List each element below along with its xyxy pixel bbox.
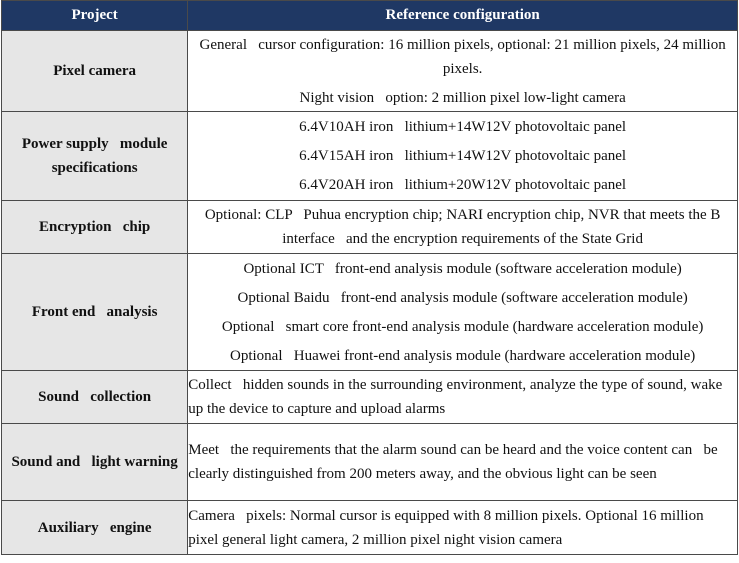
table-row [2,254,738,371]
config-line: Night vision option: 2 million pixel low-light camera [299,89,626,106]
table-row [2,112,738,201]
row-config-sound-light-warning [188,424,738,501]
table-row [2,31,738,112]
header-config: Reference configuration [188,1,738,31]
row-project-sound-light-warning: Sound and light warning [2,424,188,501]
row-project-front-end-analysis: Front end analysis [2,254,188,371]
header-row [2,1,738,31]
table-header [2,1,738,31]
config-line: Optional ICT front-end analysis module (software acceleration module) [243,260,682,277]
table-body [2,31,738,555]
table-row [2,501,738,555]
row-project-encryption-chip: Encryption chip [2,201,188,254]
table-row [2,371,738,424]
config-line: Optional Baidu front-end analysis module (software acceleration module) [237,289,688,306]
row-project-auxiliary-engine: Auxiliary engine [2,501,188,555]
row-config-encryption-chip [188,201,738,254]
row-config-sound-collection [188,371,738,424]
header-project: Project [2,1,188,31]
table-row [2,201,738,254]
row-config-auxiliary-engine [188,501,738,555]
row-config-pixel-camera [188,31,738,112]
row-project-sound-collection: Sound collection [2,371,188,424]
config-line: Optional Huawei front-end analysis module (hardware acceleration module) [230,347,696,364]
row-config-power-supply [188,112,738,201]
row-project-power-supply: Power supply module specifications [2,112,188,201]
config-line: 6.4V15AH iron lithium+14W12V photovoltaic panel [299,148,627,164]
config-line: 6.4V10AH iron lithium+14W12V photovoltaic panel [299,119,627,135]
config-line: Meet the requirements that the alarm sound can be heard and the voice content can be clearly distinguished from 200 meters away, and the obvious light can be seen [188,442,722,482]
config-line: General cursor configuration: 16 million pixels, optional: 21 million pixels, 24 million pixels. [199,36,737,77]
row-config-front-end-analysis [188,254,738,371]
row-project-pixel-camera: Pixel camera [2,31,188,112]
spec-table [1,0,738,555]
config-line: Collect hidden sounds in the surrounding environment, analyze the type of sound, wake up the device to capture and upload alarms [188,377,734,417]
config-line: Optional: CLP Puhua encryption chip; NARI encryption chip, NVR that meets the B interface and the encryption requirements of the State Grid [204,207,725,247]
table-row [2,424,738,501]
config-line: Camera pixels: Normal cursor is equipped with 8 million pixels. Optional 16 million pixel general light camera, 2 million pixel night vision camera [188,507,715,548]
config-line: 6.4V20AH iron lithium+20W12V photovoltaic panel [299,177,627,193]
config-line: Optional smart core front-end analysis module (hardware acceleration module) [221,318,704,335]
